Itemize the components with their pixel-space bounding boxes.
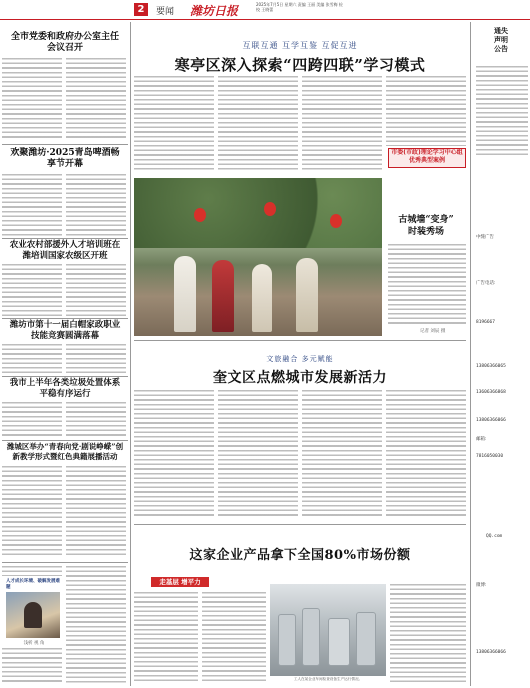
- article-headline: 农业农村部援外人才培训班在潍培训国家农级区开班: [9, 240, 121, 261]
- side-label: 邮箱:: [476, 437, 487, 442]
- feature-photo: [6, 592, 60, 638]
- article-body: [134, 592, 198, 684]
- article-body: [2, 264, 62, 316]
- photo-caption: 浅析 视 角: [23, 641, 45, 646]
- article-divider: [2, 440, 128, 441]
- article-divider: [2, 144, 128, 145]
- second-kicker: 文旅融合 多元赋能: [266, 355, 334, 363]
- article-body: [386, 390, 466, 518]
- lead-photo: [134, 178, 382, 336]
- article-body: [2, 648, 62, 684]
- article-body: [388, 244, 466, 326]
- article-body: [66, 344, 126, 374]
- article-body: [218, 390, 298, 518]
- third-headline: 这家企业产品拿下全国80%市场份额: [189, 548, 411, 563]
- article-body: [302, 76, 382, 172]
- article-headline: 潍坊市第十一届白帽家政职业技能竞赛圆满落幕: [9, 320, 121, 341]
- article-body: [2, 58, 62, 140]
- side-headline-line: 时装秀场: [407, 227, 444, 237]
- article-divider: [2, 376, 128, 377]
- side-label: 广告电话:: [476, 281, 496, 286]
- article-body: [66, 402, 126, 438]
- equipment-tank: [328, 618, 350, 666]
- lantern-icon: [330, 214, 342, 228]
- phone-number: 13806366065: [476, 364, 506, 369]
- article-body: [2, 402, 62, 438]
- article-body: [390, 584, 466, 684]
- article-body: [2, 174, 62, 236]
- model-figure: [296, 258, 318, 332]
- left-column: [2, 24, 128, 686]
- article-divider: [2, 562, 128, 563]
- article-body: [386, 76, 466, 146]
- equipment-tank: [356, 612, 376, 666]
- side-headline: [386, 214, 466, 238]
- article-headline: 欢聚潍坊·2025青岛啤酒畅享节开幕: [10, 148, 120, 169]
- article-body: [134, 390, 214, 518]
- phone-number: 13806366066: [476, 418, 506, 423]
- lead-kicker: 互联互通 互学互鉴 互促互进: [242, 41, 358, 50]
- article-body: [66, 58, 126, 140]
- article-body: [134, 76, 214, 172]
- second-headline: 奎文区点燃城市发展新活力: [213, 370, 387, 386]
- email-domain: QQ.com: [486, 534, 503, 539]
- article-body: [66, 566, 126, 684]
- side-headline-line: 古城墙“变身”: [398, 215, 454, 225]
- model-figure: [174, 256, 196, 332]
- article-headline: 全市党委和政府办公室主任会议召开: [10, 32, 119, 53]
- article-body: [202, 592, 266, 684]
- story-divider: [134, 524, 466, 525]
- column-divider: [130, 22, 131, 686]
- phone-number: 8196667: [476, 320, 495, 325]
- story-divider: [134, 340, 466, 341]
- photo-caption: 工人在某企业车间检查设备生产运行情况。: [293, 677, 363, 681]
- article-body: [2, 344, 62, 374]
- photo-credit: 记者 刘辰 摄: [420, 329, 446, 334]
- side-label: 微博:: [476, 583, 487, 588]
- lead-headline: 寒亭区深入探索“四跨四联”学习模式: [174, 56, 426, 74]
- equipment-tank: [278, 614, 296, 666]
- article-body: [218, 76, 298, 172]
- side-label: 中缝广告: [476, 235, 494, 240]
- notice-title: [472, 26, 530, 53]
- side-ad-column: [472, 22, 530, 688]
- phone-number: 13606366868: [476, 390, 506, 395]
- email-value: 7816050030: [476, 454, 504, 459]
- column-divider: [470, 22, 471, 686]
- article-body: [2, 466, 62, 558]
- lantern-icon: [264, 202, 276, 216]
- page-header: [0, 0, 530, 20]
- notice-title-line: 声明: [494, 35, 508, 44]
- edition-info: 2025年7月5日 星期六 责编 王丽 美编 张雪梅 检校 王晓蕾: [256, 2, 343, 12]
- article-body: [66, 466, 126, 558]
- person-silhouette: [24, 602, 42, 628]
- article-divider: [2, 238, 128, 239]
- lantern-icon: [194, 208, 206, 222]
- section-name: 要闻: [156, 7, 175, 17]
- article-headline: 潍城区举办“青春向党·剧说峥嵘”创新教学形式暨红色典籍展播活动: [6, 442, 124, 461]
- factory-photo: [270, 584, 386, 676]
- model-figure: [212, 260, 234, 332]
- phone-number: 13806366066: [476, 650, 506, 655]
- equipment-tank: [302, 608, 320, 666]
- promo-box: 市委(市政)理论学习中心组优秀典型案例: [388, 148, 466, 168]
- page-number: 2: [134, 3, 148, 16]
- article-body: [66, 264, 126, 316]
- article-divider: [2, 318, 128, 319]
- notice-title-line: 通失: [494, 26, 508, 35]
- feature-label: 人才成长环境、破解发展难题: [6, 579, 60, 590]
- section-tag: 走基层 增平力: [151, 577, 209, 587]
- trees: [134, 178, 382, 248]
- article-body: [302, 390, 382, 518]
- newspaper-name: 潍坊日报: [190, 4, 239, 18]
- notice-body: [476, 66, 528, 156]
- model-figure: [252, 264, 272, 332]
- notice-title-line: 公告: [494, 44, 508, 53]
- article-headline: 我市上半年各类垃圾处置体系平稳有序运行: [9, 378, 121, 399]
- article-body: [2, 566, 62, 576]
- article-body: [66, 174, 126, 236]
